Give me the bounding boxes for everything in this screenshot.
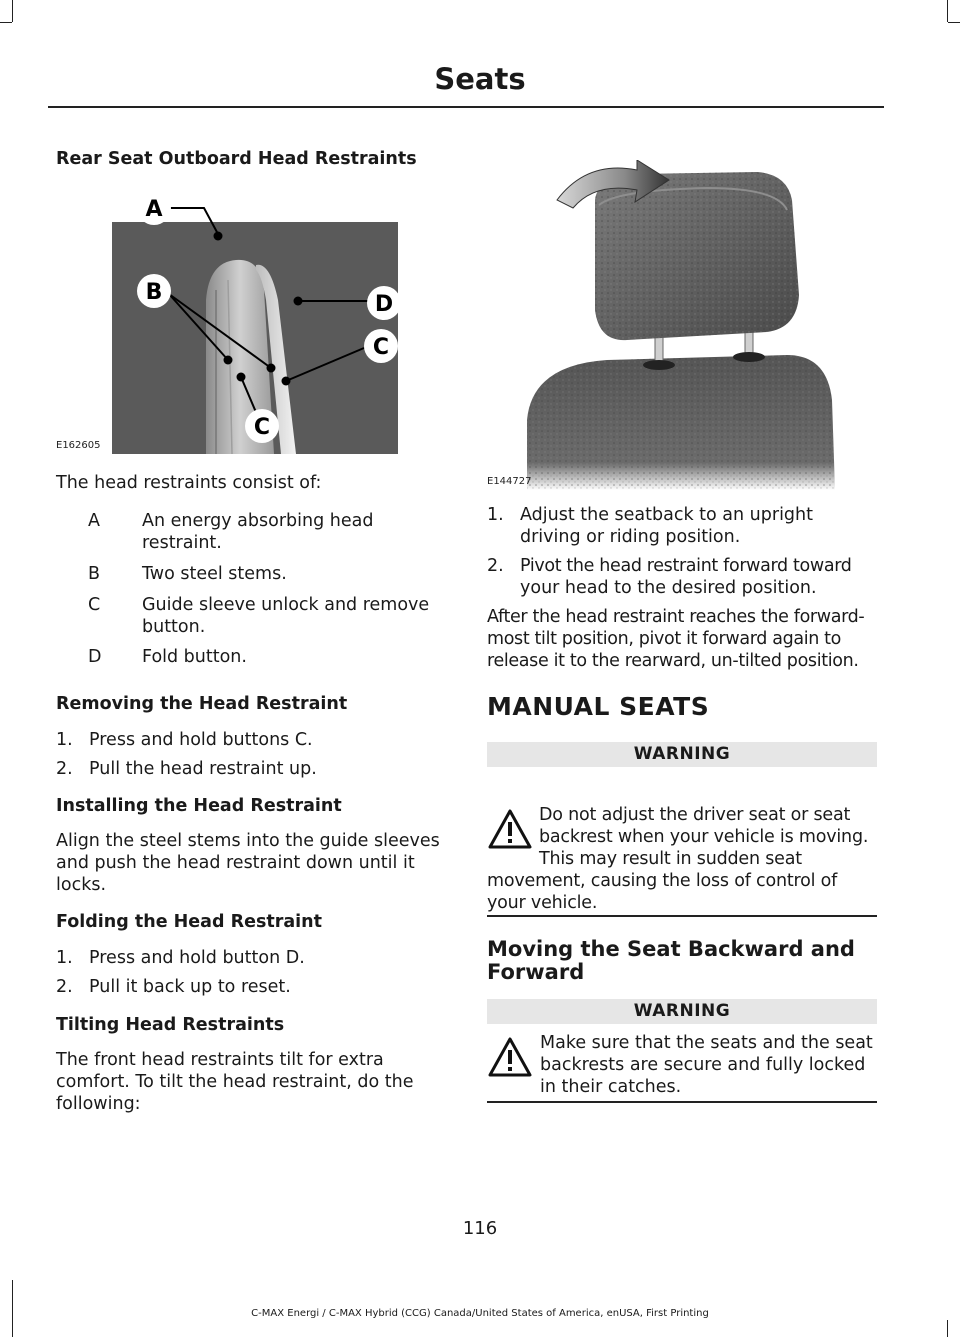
footer-text: C-MAX Energi / C-MAX Hybrid (CCG) Canada/United States of America, enUSA, First Printing xyxy=(251,1308,709,1319)
warning-text xyxy=(487,804,879,914)
step-number: 2. xyxy=(56,759,73,779)
intro-text: The head restraints consist of: xyxy=(56,473,322,493)
warning-header: WARNING xyxy=(487,742,877,767)
warning-rule xyxy=(487,1101,877,1103)
list-item xyxy=(487,504,879,548)
tilting-text: The front head restraints tilt for extra comfort. To tilt the head restraint, do the following: xyxy=(56,1050,414,1114)
def-value: Two steel stems. xyxy=(142,564,287,584)
crop-mark xyxy=(12,0,13,22)
heading-moving-seat: Moving the Seat Backward and Forward xyxy=(487,937,855,984)
step-text: Pull it back up to reset. xyxy=(89,977,291,997)
list-item xyxy=(56,976,436,998)
head-restraint-diagram xyxy=(56,190,400,456)
header-rule xyxy=(48,106,884,108)
heading-manual-seats: MANUAL SEATS xyxy=(487,692,710,721)
label-d: D xyxy=(374,292,394,317)
crop-mark xyxy=(948,22,960,23)
list-item xyxy=(487,555,879,599)
warning-text-body: Do not adjust the driver seat or seat backrest when your vehicle is moving. This may result in sudden seat movement, causing the loss of control of your vehicle. xyxy=(487,805,869,913)
page-number: 116 xyxy=(462,1218,498,1239)
warning-rule xyxy=(487,915,877,917)
step-number: 1. xyxy=(487,505,504,525)
heading-folding: Folding the Head Restraint xyxy=(56,912,322,932)
tilting-head-restraint-diagram xyxy=(487,160,877,490)
label-a: A xyxy=(145,197,163,222)
label-c: C xyxy=(253,415,271,440)
step-text: Pull the head restraint up. xyxy=(89,759,317,779)
step-text: your head to the desired position. xyxy=(520,578,817,598)
list-item xyxy=(56,947,436,969)
heading-removing: Removing the Head Restraint xyxy=(56,694,348,714)
step-text: driving or riding position. xyxy=(520,527,741,547)
warning-text: Make sure that the seats and the seat backrests are secure and fully locked in their catches. xyxy=(540,1033,873,1097)
label-b: B xyxy=(145,280,163,305)
def-value: An energy absorbing head restraint. xyxy=(142,511,374,553)
def-value: Fold button. xyxy=(142,647,247,667)
step-text: Adjust the seatback to an upright xyxy=(520,505,813,525)
def-value: Guide sleeve unlock and remove button. xyxy=(142,595,430,637)
def-key: B xyxy=(88,564,101,584)
installing-text: Align the steel stems into the guide sleeves and push the head restraint down until it locks. xyxy=(56,831,440,895)
def-key: A xyxy=(88,511,100,531)
step-number: 1. xyxy=(56,948,73,968)
crop-mark xyxy=(947,0,948,22)
crop-mark xyxy=(0,22,12,23)
step-text: Press and hold button D. xyxy=(89,948,305,968)
list-item xyxy=(56,729,436,751)
section-title-rear-head-restraints: Rear Seat Outboard Head Restraints xyxy=(56,149,417,169)
warning-header: WARNING xyxy=(487,999,877,1024)
step-text: Pivot the head restraint forward toward xyxy=(520,556,852,576)
image-code: E162605 xyxy=(56,440,101,451)
after-text: After the head restraint reaches the forward-most tilt position, pivot it forward again to release it to the rearward, un-tilted position. xyxy=(487,607,865,671)
front-head-restraint-figure xyxy=(487,160,877,490)
crop-mark xyxy=(947,1320,948,1337)
image-code: E144727 xyxy=(487,476,532,487)
page-title: Seats xyxy=(434,62,526,96)
rear-head-restraint-figure xyxy=(56,190,400,456)
def-key: D xyxy=(88,647,102,667)
label-c: C xyxy=(372,335,390,360)
list-item xyxy=(56,758,436,780)
warning-triangle-icon xyxy=(487,1036,533,1078)
heading-tilting: Tilting Head Restraints xyxy=(56,1015,285,1035)
heading-installing: Installing the Head Restraint xyxy=(56,796,342,816)
step-number: 1. xyxy=(56,730,73,750)
def-key: C xyxy=(88,595,101,615)
step-number: 2. xyxy=(56,977,73,997)
step-text: Press and hold buttons C. xyxy=(89,730,313,750)
step-number: 2. xyxy=(487,556,504,576)
